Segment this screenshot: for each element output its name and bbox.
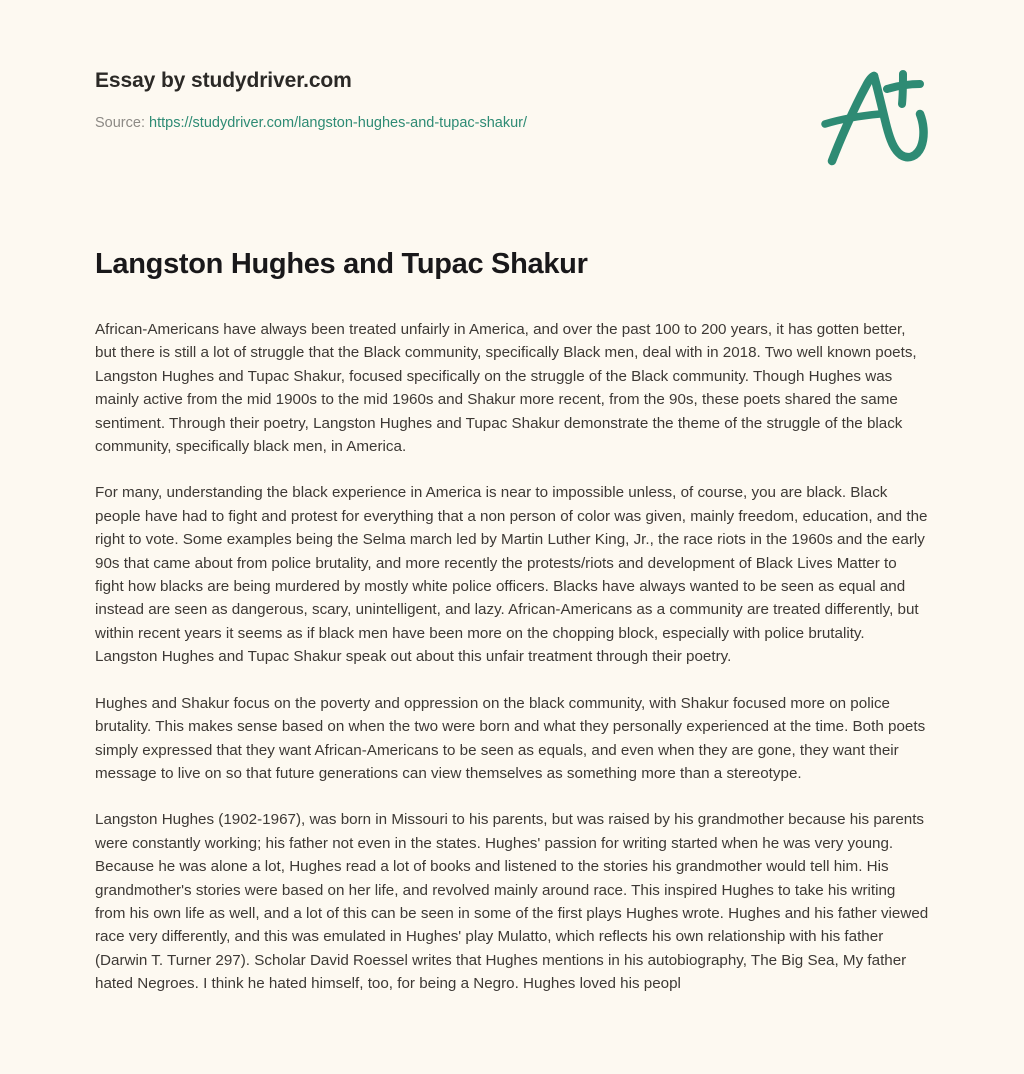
page-title: Langston Hughes and Tupac Shakur (95, 248, 588, 280)
article-paragraph: For many, understanding the black experience in America is near to impossible unless, of course, you are black. Black people have had to fight and protest for everything that a non person of color was given, mainly freedom, education, and the right to vote. Some examples being the Selma march led by Martin Luther King, Jr., the race riots in the 1960s and the early 90s that came about from police brutality, and more recently the protests/riots and development of Black Lives Matter to fight how blacks are being murdered by mostly white police officers. Blacks have always wanted to be seen as equal and instead are seen as dangerous, scary, unintelligent, and lazy. African-Americans as a community are treated differently, but within recent years it seems as if black men have been more on the chopping block, especially with police brutality. Langston Hughes and Tupac Shakur speak out about this unfair treatment through their poetry. (95, 484, 928, 666)
article-paragraph: African-Americans have always been treated unfairly in America, and over the past 100 to 200 years, it has gotten better, but there is still a lot of struggle that the Black community, specifically Black men, deal with in 2018. Two well known poets, Langston Hughes and Tupac Shakur, focused specifically on the struggle of the Black community. Though Hughes was mainly active from the mid 1900s to the mid 1960s and Shakur more recent, from the 90s, these poets shared the same sentiment. Through their poetry, Langston Hughes and Tupac Shakur demonstrate the theme of the struggle of the black community, specifically black men, in America. (95, 321, 917, 456)
a-plus-logo-icon (814, 64, 940, 168)
article-paragraph: Hughes and Shakur focus on the poverty and oppression on the black community, with Shakur focused more on police brutality. This makes sense based on when the two were born and what they personally experienced at the time. Both poets simply expressed that they want African-Americans to be seen as equals, and even when they are gone, they want their message to live on so that future generations can view themselves as something more than a stereotype. (95, 694, 926, 782)
page-header (0, 0, 1024, 170)
brand-title: Essay by studydriver.com (95, 69, 352, 92)
article-paragraph: Langston Hughes (1902-1967), was born in Missouri to his parents, but was raised by his grandmother because his parents were constantly working; his father not even in the states. Hughes' passion for writing started when he was very young. Because he was alone a lot, Hughes read a lot of books and listened to the stories his grandmother would tell him. His grandmother's stories were based on her life, and revolved mainly around race. This inspired Hughes to take his writing from his own life as well, and a lot of this can be seen in some of the first plays Hughes wrote. Hughes and his father viewed race very differently, and this was emulated in Hughes' play Mulatto, which reflects his own relationship with his father (Darwin T. Turner 297). Scholar David Roessel writes that Hughes mentions in his autobiography, The Big Sea, My father hated Negroes. I think he hated himself, too, for being a Negro. Hughes loved his peopl (95, 811, 929, 993)
source-label: Source: (95, 115, 145, 131)
article-body (0, 318, 1024, 996)
source-line (95, 113, 929, 133)
source-url-link[interactable]: https://studydriver.com/langston-hughes-and-tupac-shakur/ (149, 115, 528, 131)
